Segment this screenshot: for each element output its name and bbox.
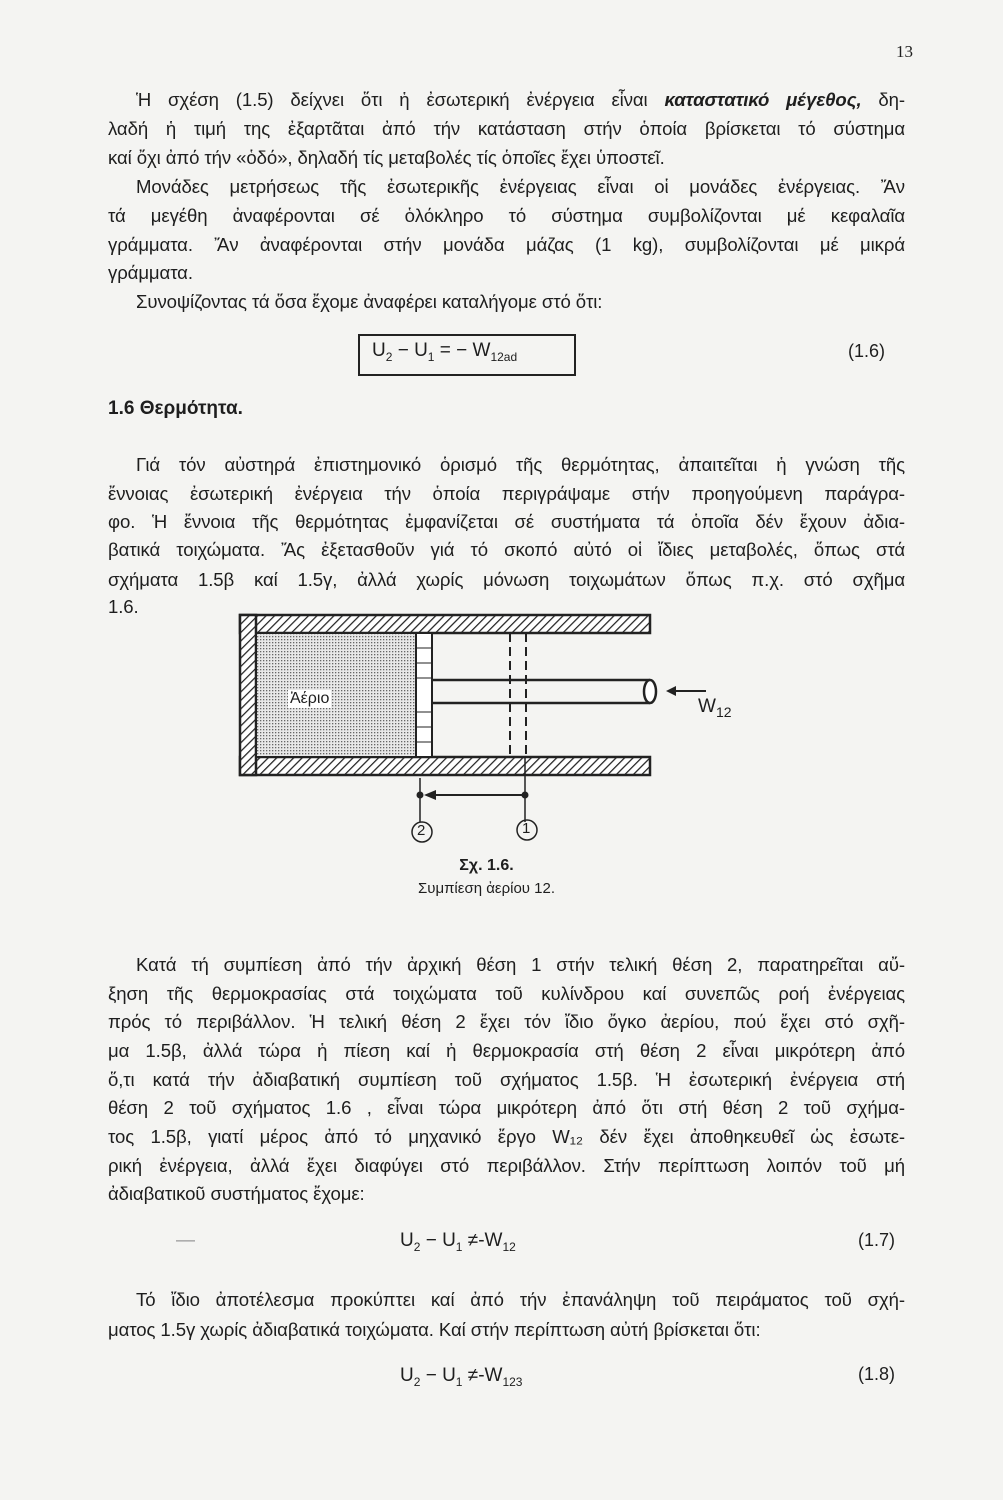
text-line: ρική ἐνέργεια, ἀλλά ἔχει διαφύγει στό περιβάλλον. Στήν περίπτωση λοιπόν τοῦ μή xyxy=(108,1155,905,1176)
eq-sub: 1 xyxy=(455,1239,463,1254)
stray-mark: — xyxy=(176,1230,195,1251)
text-line: Συνοψίζοντας τά ὅσα ἔχομε ἀναφέρει καταλήγομε στό ὅτι: xyxy=(136,291,603,312)
piston xyxy=(416,633,432,757)
text-line: τος 1.5β, γιατί μέρος ἀπό τό μηχανικό ἔργο W₁₂ δέν ἔχει ἀποθηκευθεῖ ὡς ἐσωτε- xyxy=(108,1126,905,1147)
piston-cylinder-diagram xyxy=(230,600,730,850)
eq-sub: 2 xyxy=(385,349,393,364)
text-line: ματος 1.5γ χωρίς ἀδιαβατικά τοιχώματα. Καί στήν περίπτωση αὐτή βρίσκεται ὅτι: xyxy=(108,1319,761,1340)
page-number: 13 xyxy=(896,42,913,61)
equation-1-6 xyxy=(372,340,517,364)
eq-term: − U xyxy=(420,1230,456,1251)
eq-sub: 123 xyxy=(502,1374,523,1389)
work-label xyxy=(698,696,732,720)
eq-term: − U xyxy=(392,340,428,361)
work-subscript: 12 xyxy=(715,703,732,720)
text-line: μα 1.5β, ἀλλά τώρα ἡ πίεση καί ἡ θερμοκρασία στή θέση 2 εἶναι μικρότερη ἀπό xyxy=(108,1040,905,1061)
text-line: λαδή ἡ τιμή της ἐξαρτᾶται ἀπό τήν κατάσταση στήν ὁποία βρίσκεται τό σύστημα xyxy=(108,118,905,139)
text-line: Γιά τόν αὐστηρά ἐπιστημονικό ὁρισμό τῆς θερμότητας, ἀπαιτεῖται ἡ γνώση τῆς xyxy=(136,454,905,475)
text-line: θέση 2 τοῦ σχήματος 1.6 , εἶναι τώρα μικρότερη ἀπό ὅτι στή θέση 2 τοῦ σχήμα- xyxy=(108,1097,905,1118)
text-line: βατικά τοιχώματα. Ἄς ἐξετασθοῦν γιά τό σκοπό αὐτό οἱ ἴδιες μεταβολές, ὅπως στά xyxy=(108,539,905,560)
eq-term: ≠-W xyxy=(462,1365,503,1386)
equation-number: (1.7) xyxy=(858,1230,896,1250)
eq-term: U xyxy=(372,340,386,361)
gas-label: Ἀέριο xyxy=(290,690,330,707)
gas-region xyxy=(256,633,416,757)
eq-term: = − W xyxy=(434,340,491,361)
section-heading: 1.6 Θερμότητα. xyxy=(108,398,243,419)
eq-sub: 1 xyxy=(455,1374,463,1389)
text-line xyxy=(136,88,905,112)
equation-number: (1.8) xyxy=(858,1364,896,1384)
figure-caption-title: Σχ. 1.6. xyxy=(459,857,514,874)
position-2-label: 2 xyxy=(417,822,426,839)
text-line: Τό ἴδιο ἀποτέλεσμα προκύπτει καί ἀπό τήν ἐπανάληψη τοῦ πειράματος τοῦ σχή- xyxy=(136,1289,905,1310)
text-line: φο. Ἡ ἔννοια τῆς θερμότητας ἐμφανίζεται σέ συστήματα τά ὁποῖα δέν ἔχουν ἀδια- xyxy=(108,511,905,532)
eq-sub: 2 xyxy=(413,1374,421,1389)
text-line: ἔννοιας ἐσωτερική ἐνέργεια τήν ὁποία περιγράψαμε στήν προηγούμενη παράγρα- xyxy=(108,483,905,504)
text-line: τά μεγέθη ἀναφέρονται σέ ὁλόκληρο τό σύστημα συμβολίζονται μέ κεφαλαῖα xyxy=(108,205,905,226)
text-line: γράμματα. xyxy=(108,262,193,283)
eq-sub: 12 xyxy=(502,1239,516,1254)
emphasized-term: καταστατικό μέγεθος, xyxy=(664,89,862,110)
piston-rod xyxy=(432,680,656,703)
eq-term: − U xyxy=(420,1365,456,1386)
text-line: σχήματα 1.5β καί 1.5γ, ἀλλά χωρίς μόνωση τοιχωμάτων ὅπως π.χ. στό σχῆμα xyxy=(108,569,905,590)
eq-term: U xyxy=(400,1365,414,1386)
equation-1-7 xyxy=(400,1230,516,1254)
text-line: Κατά τή συμπίεση ἀπό τήν ἀρχική θέση 1 στήν τελική θέση 2, παρατηρεῖται αὔ- xyxy=(136,954,905,975)
work-symbol: W xyxy=(698,696,716,717)
text-line: Μονάδες μετρήσεως τῆς ἐσωτερικῆς ἐνέργειας εἶναι οἱ μονάδες ἐνέργειας. Ἄν xyxy=(136,176,905,197)
text-span: δη- xyxy=(861,89,906,110)
position-1-label: 1 xyxy=(522,820,531,837)
text-line: ὅ,τι κατά τήν ἀδιαβατική συμπίεση τοῦ σχήματος 1.5β. Ἡ ἐσωτερική ἐνέργεια στή xyxy=(108,1069,905,1090)
eq-sub: 1 xyxy=(427,349,435,364)
text-line: γράμματα. Ἄν ἀναφέρονται στήν μονάδα μάζας (1 kg), συμβολίζονται μέ μικρά xyxy=(108,234,905,255)
figure-cylinder xyxy=(230,600,730,855)
equation-1-8 xyxy=(400,1365,522,1389)
text-line: ξηση τῆς θερμοκρασίας στά τοιχώματα τοῦ κυλίνδρου καί συνεπῶς ροή ἐνέργειας xyxy=(108,983,905,1004)
text-line: πρός τό περιβάλλον. Ἡ τελική θέση 2 ἔχει τόν ἴδιο ὄγκο ἀερίου, πού ἔχει στό σχῆ- xyxy=(108,1011,905,1032)
text-span: Ἡ σχέση (1.5) δείχνει ὅτι ἡ ἐσωτερική ἐνέργεια εἶναι xyxy=(136,89,665,110)
figure-caption-text: Συμπίεση ἀερίου 12. xyxy=(417,880,556,897)
text-line: καί ὄχι ἀπό τήν «ὁδό», δηλαδή τίς μεταβολές τίς ὁποῖες ἔχει ὑποστεῖ. xyxy=(108,147,665,168)
eq-term: U xyxy=(400,1230,414,1251)
work-arrow-icon xyxy=(666,686,706,696)
eq-sub: 2 xyxy=(413,1239,421,1254)
text-line: ἀδιαβατικοῦ συστήματος ἔχομε: xyxy=(108,1183,365,1204)
eq-term: ≠-W xyxy=(462,1230,503,1251)
equation-number: (1.6) xyxy=(848,341,886,361)
text-line: 1.6. xyxy=(108,596,139,617)
eq-sub: 12ad xyxy=(490,349,518,364)
